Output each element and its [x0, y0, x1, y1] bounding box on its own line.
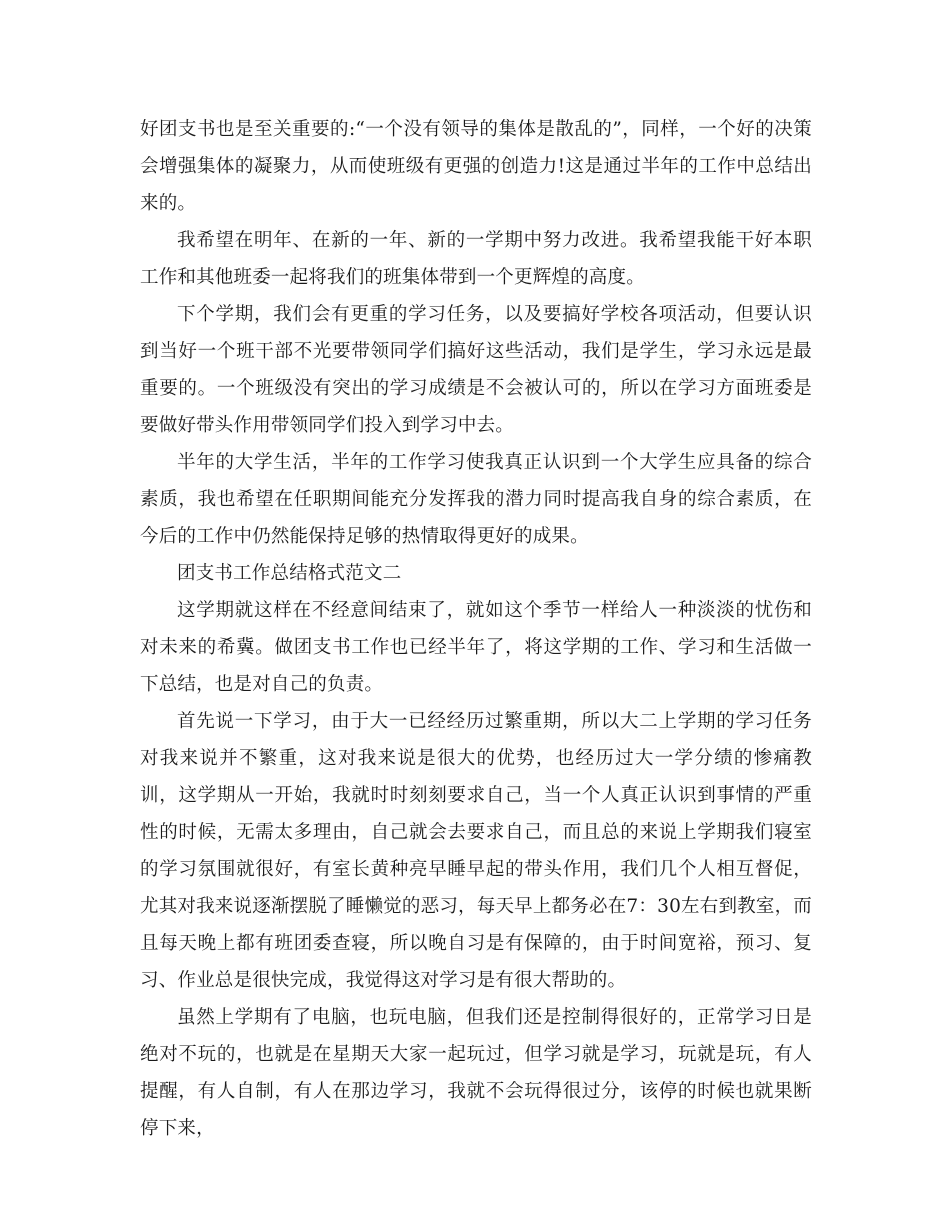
body-paragraph: 好团支书也是至关重要的:“一个没有领导的集体是散乱的”，同样，一个好的决策会增强集体的凝聚力，从而使班级有更强的创造力!这是通过半年的工作中总结出来的。 — [140, 119, 812, 214]
body-paragraph: 虽然上学期有了电脑，也玩电脑，但我们还是控制得很好的，正常学习日是绝对不玩的，也就是在星期天大家一起玩过，但学习就是学习，玩就是玩，有人提醒，有人自制，有人在那边学习，我就不会玩得很过分，该停的时候也就果断停下来， — [140, 1007, 812, 1139]
body-paragraph: 下个学期，我们会有更重的学习任务，以及要搞好学校各项活动，但要认识到当好一个班干部不光要带领同学们搞好这些活动，我们是学生，学习永远是最重要的。一个班级没有突出的学习成绩是不会被认可的，所以在学习方面班委是要做好带头作用带领同学们投入到学习中去。 — [140, 304, 812, 436]
body-paragraph: 首先说一下学习，由于大一已经经历过繁重期，所以大二上学期的学习任务对我来说并不繁重，这对我来说是很大的优势，也经历过大一学分绩的惨痛教训，这学期从一开始，我就时时刻刻要求自己，当一个人真正认识到事情的严重性的时候，无需太多理由，自己就会去要求自己，而且总的来说上学期我们寝室的学习氛围就很好，有室长黄种亮早睡早起的带头作用，我们几个人相互督促，尤其对我来说逐渐摆脱了睡懒觉的恶习，每天早上都务必在7：30左右到教室，而且每天晚上都有班团委查寝，所以晚自习是有保障的，由于时间宽裕，预习、复习、作业总是很快完成，我觉得这对学习是有很大帮助的。 — [140, 711, 812, 991]
body-paragraph: 半年的大学生活，半年的工作学习使我真正认识到一个大学生应具备的综合素质，我也希望在任职期间能充分发挥我的潜力同时提高我自身的综合素质，在今后的工作中仍然能保持足够的热情取得更好的成果。 — [140, 452, 812, 547]
body-paragraph: 我希望在明年、在新的一年、新的一学期中努力改进。我希望我能干好本职工作和其他班委一起将我们的班集体带到一个更辉煌的高度。 — [140, 230, 812, 288]
body-paragraph: 这学期就这样在不经意间结束了，就如这个季节一样给人一种淡淡的忧伤和对未来的希冀。做团支书工作也已经半年了，将这学期的工作、学习和生活做一下总结，也是对自己的负责。 — [140, 600, 812, 695]
section-heading: 团支书工作总结格式范文二 — [177, 563, 402, 584]
document-body — [140, 111, 812, 1147]
